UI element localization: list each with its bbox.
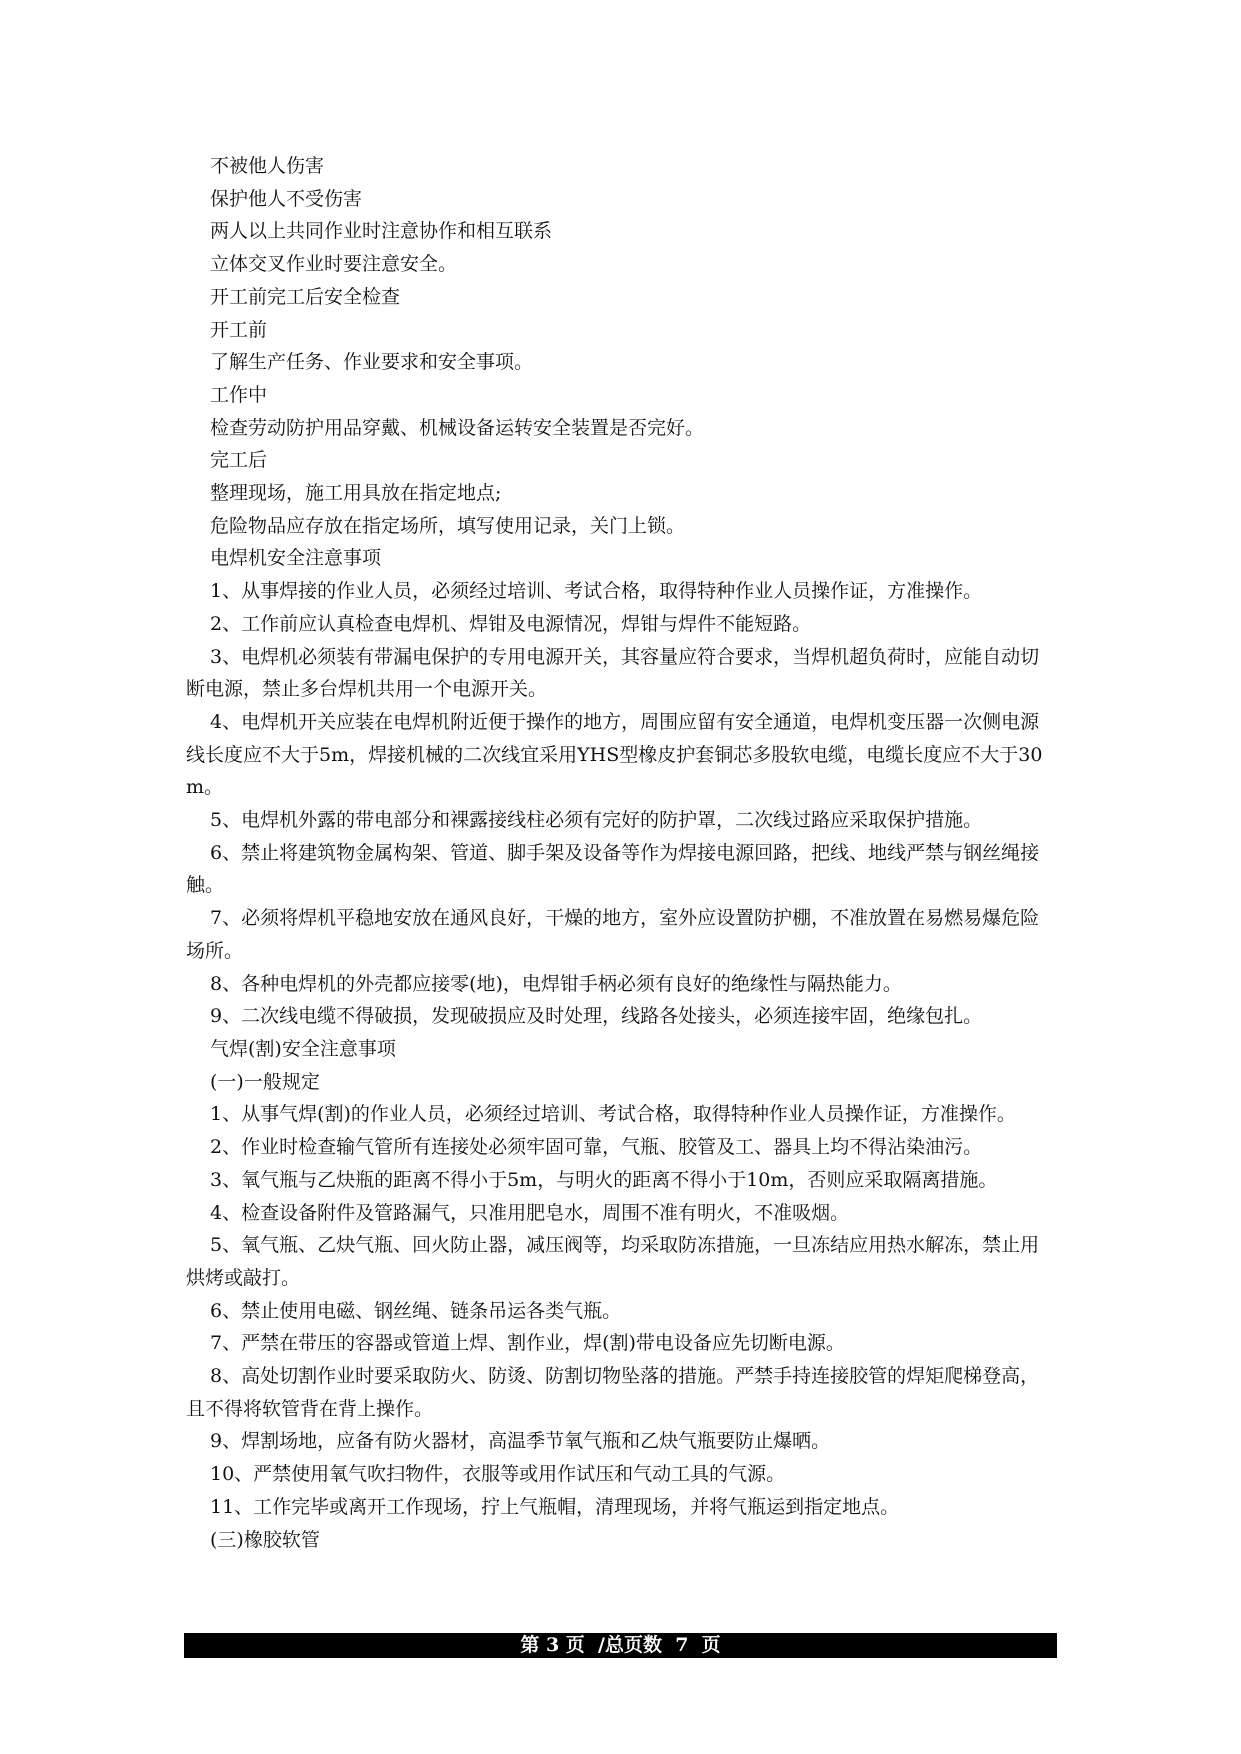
list-item: 10、严禁使用氧气吹扫物件，衣服等或用作试压和气动工具的气源。 [210,1463,786,1486]
list-item: 6、禁止使用电磁、钢丝绳、链条吊运各类气瓶。 [210,1299,622,1322]
section-heading: 电焊机安全注意事项 [210,547,382,570]
list-item: 11、工作完毕或离开工作现场，拧上气瓶帽，清理现场，并将气瓶运到指定地点。 [210,1495,900,1518]
subsection-heading: (三)橡胶软管 [210,1528,320,1551]
paragraph: 立体交叉作业时要注意安全。 [210,253,458,276]
page-footer [184,1633,1057,1658]
list-item: 7、必须将焊机平稳地安放在通风良好，干燥的地方，室外应设置防护棚，不准放置在易燃易爆危险场所。 [186,907,1040,962]
list-item: 9、二次线电缆不得破损，发现破损应及时处理，线路各处接头，必须连接牢固，绝缘包扎。 [210,1005,983,1028]
list-item: 1、从事焊接的作业人员，必须经过培训、考试合格，取得特种作业人员操作证，方准操作。 [210,580,983,603]
list-item: 8、高处切割作业时要采取防火、防烫、防割切物坠落的措施。严禁手持连接胶管的焊矩爬梯登高，且不得将软管背在背上操作。 [186,1365,1040,1420]
list-item: 7、严禁在带压的容器或管道上焊、割作业，焊(割)带电设备应先切断电源。 [210,1332,845,1355]
list-item: 4、电焊机开关应装在电焊机附近便于操作的地方，周围应留有安全通道，电焊机变压器一次侧电源线长度应不大于5m，焊接机械的二次线宜采用YHS型橡皮护套铜芯多股软电缆，电缆长度应不大于30m。 [186,710,1043,799]
document-body [186,150,1056,1556]
paragraph: 不被他人伤害 [210,155,325,177]
list-item: 6、禁止将建筑物金属构架、管道、脚手架及设备等作为焊接电源回路，把线、地线严禁与钢丝绳接触。 [186,841,1040,897]
list-item: 8、各种电焊机的外壳都应接零(地)，电焊钳手柄必须有良好的绝缘性与隔热能力。 [210,972,902,995]
paragraph: 完工后 [210,449,268,472]
paragraph: 开工前 [210,318,268,341]
paragraph: 了解生产任务、作业要求和安全事项。 [210,351,534,374]
paragraph: 危险物品应存放在指定场所，填写使用记录，关门上锁。 [210,514,686,537]
page-number: 第 3 页 /总页数 7 页 [520,1634,721,1656]
list-item: 1、从事气焊(割)的作业人员，必须经过培训、考试合格，取得特种作业人员操作证，方准操作。 [210,1103,1016,1126]
paragraph: 检查劳动防护用品穿戴、机械设备运转安全装置是否完好。 [210,416,705,439]
list-item: 2、作业时检查输气管所有连接处必须牢固可靠，气瓶、胶管及工、器具上均不得沾染油污。 [210,1136,983,1159]
section-heading: 气焊(割)安全注意事项 [210,1037,396,1060]
paragraph: 整理现场，施工用具放在指定地点; [210,482,502,505]
section-heading: 开工前完工后安全检查 [210,285,401,308]
subsection-heading: (一)一般规定 [210,1070,320,1093]
list-item: 5、氧气瓶、乙炔气瓶、回火防止器，减压阀等，均采取防冻措施，一旦冻结应用热水解冻，禁止用烘烤或敲打。 [186,1234,1040,1289]
paragraph: 两人以上共同作业时注意协作和相互联系 [210,220,553,243]
list-item: 5、电焊机外露的带电部分和裸露接线柱必须有完好的防护罩，二次线过路应采取保护措施。 [210,809,983,832]
list-item: 2、工作前应认真检查电焊机、焊钳及电源情况，焊钳与焊件不能短路。 [210,612,812,635]
list-item: 3、氧气瓶与乙炔瓶的距离不得小于5m，与明火的距离不得小于10m，否则应采取隔离措施。 [210,1168,998,1191]
list-item: 4、检查设备附件及管路漏气，只准用肥皂水，周围不准有明火，不准吸烟。 [210,1201,850,1224]
list-item: 3、电焊机必须装有带漏电保护的专用电源开关，其容量应符合要求，当焊机超负荷时，应能自动切断电源，禁止多台焊机共用一个电源开关。 [186,645,1040,701]
paragraph: 保护他人不受伤害 [210,187,363,210]
paragraph: 工作中 [210,383,268,406]
list-item: 9、焊割场地，应备有防火器材，高温季节氧气瓶和乙炔气瓶要防止爆晒。 [210,1430,831,1453]
